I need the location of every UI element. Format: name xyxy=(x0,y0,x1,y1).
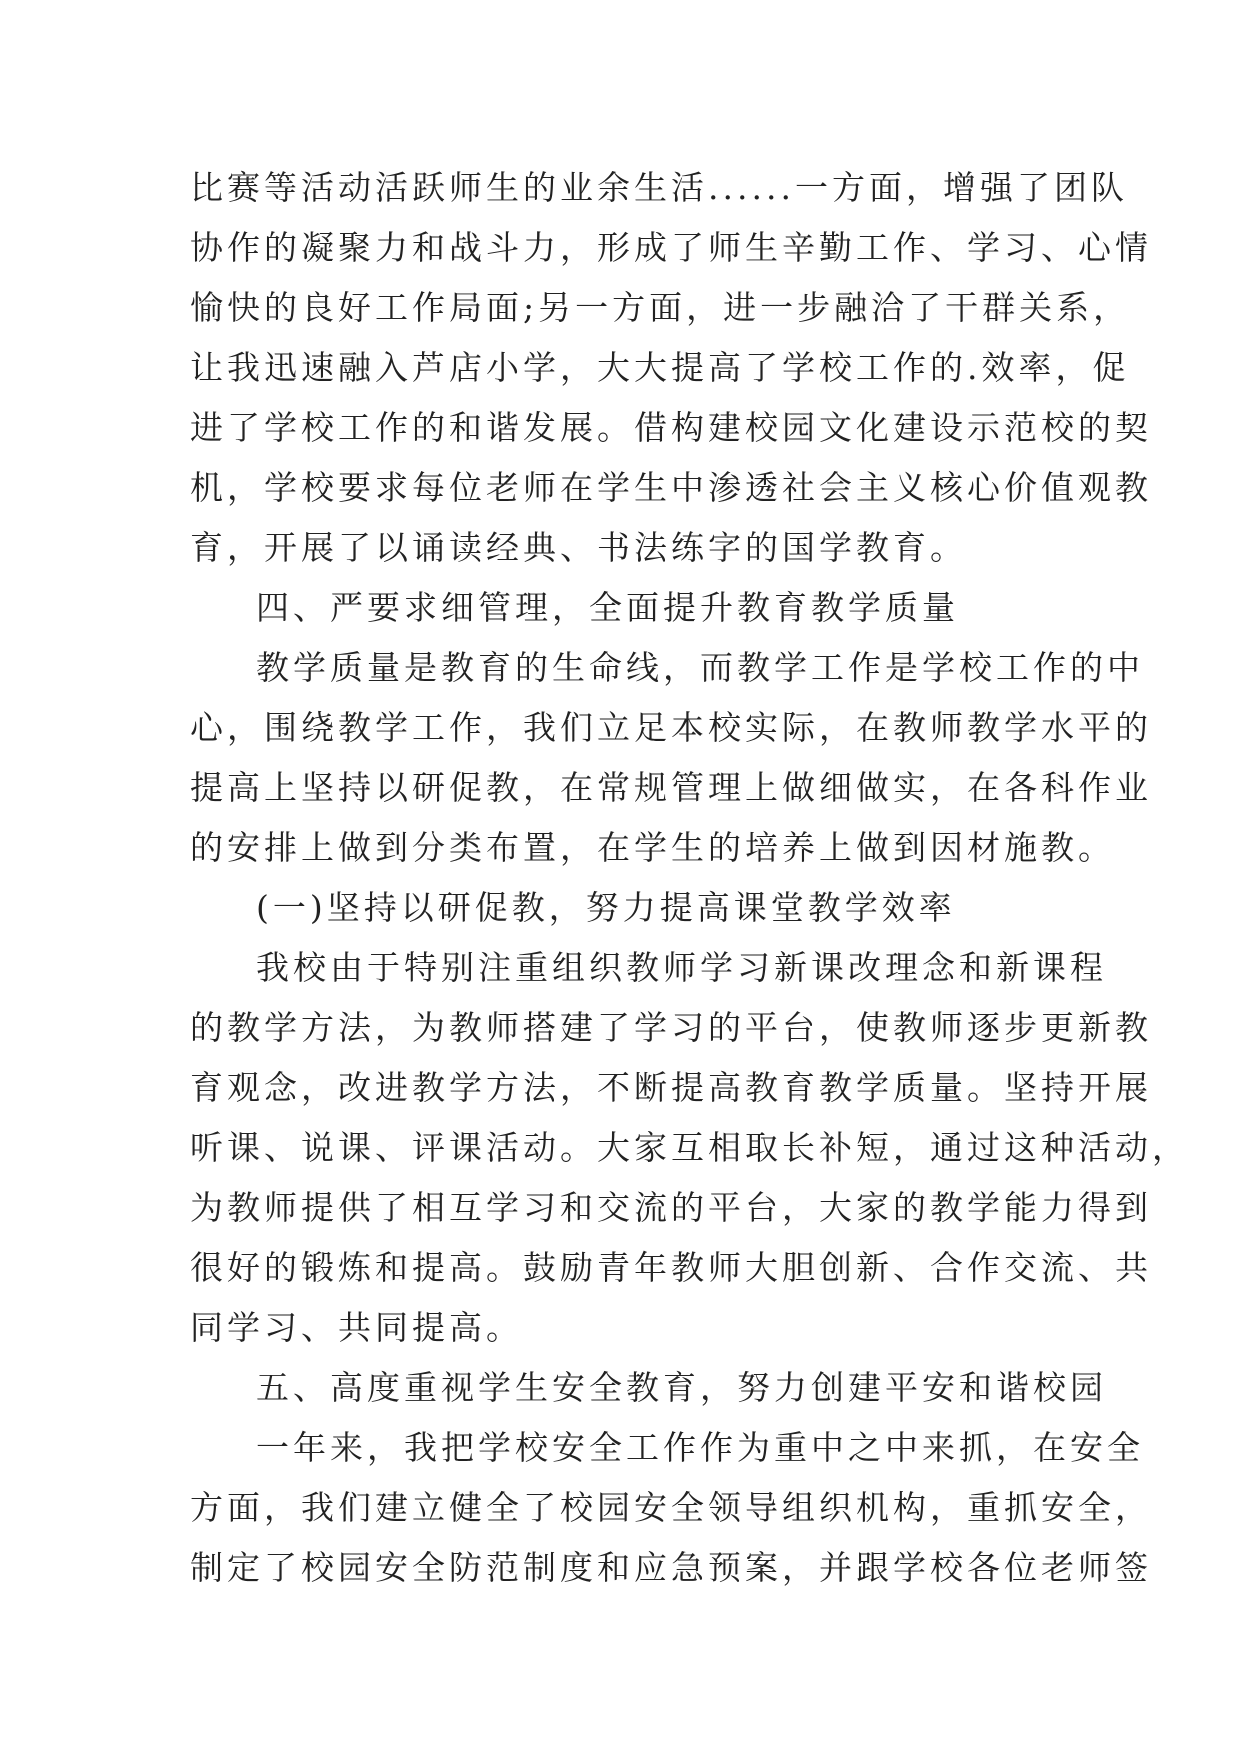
text-line: 我校由于特别注重组织教师学习新课改理念和新课程 xyxy=(256,948,1107,987)
text-line: 协作的凝聚力和战斗力，形成了师生辛勤工作、学习、心情 xyxy=(190,228,1152,267)
text-line: 育观念，改进教学方法，不断提高教育教学质量。坚持开展 xyxy=(190,1068,1152,1107)
text-line: 进了学校工作的和谐发展。借构建校园文化建设示范校的契 xyxy=(190,408,1152,447)
text-line: 五、高度重视学生安全教育，努力创建平安和谐校园 xyxy=(256,1368,1107,1407)
text-line: 为教师提供了相互学习和交流的平台，大家的教学能力得到 xyxy=(190,1188,1152,1227)
text-line: 方面，我们建立健全了校园安全领导组织机构，重抓安全， xyxy=(190,1488,1152,1527)
text-line: 四、严要求细管理，全面提升教育教学质量 xyxy=(256,588,959,627)
text-line: 很好的锻炼和提高。鼓励青年教师大胆创新、合作交流、共 xyxy=(190,1248,1152,1287)
text-line: 同学习、共同提高。 xyxy=(190,1308,523,1347)
text-line: 愉快的良好工作局面;另一方面，进一步融洽了干群关系， xyxy=(190,288,1131,327)
text-line: (一)坚持以研促教，努力提高课堂教学效率 xyxy=(256,888,956,927)
text-line: 一年来，我把学校安全工作作为重中之中来抓，在安全 xyxy=(256,1428,1144,1467)
document-body xyxy=(190,158,1189,1598)
text-line: 的安排上做到分类布置，在学生的培养上做到因材施教。 xyxy=(190,828,1115,867)
text-line: 教学质量是教育的生命线，而教学工作是学校工作的中 xyxy=(256,648,1144,687)
text-line: 的教学方法，为教师搭建了学习的平台，使教师逐步更新教 xyxy=(190,1008,1152,1047)
text-line: 比赛等活动活跃师生的业余生活......一方面，增强了团队 xyxy=(190,168,1128,207)
text-line: 提高上坚持以研促教，在常规管理上做细做实，在各科作业 xyxy=(190,768,1152,807)
text-line: 育，开展了以诵读经典、书法练字的国学教育。 xyxy=(190,528,967,567)
text-line: 听课、说课、评课活动。大家互相取长补短，通过这种活动， xyxy=(190,1128,1189,1167)
text-line: 机，学校要求每位老师在学生中渗透社会主义核心价值观教 xyxy=(190,468,1152,507)
text-line: 心，围绕教学工作，我们立足本校实际，在教师教学水平的 xyxy=(190,708,1152,747)
text-line: 让我迅速融入芦店小学，大大提高了学校工作的.效率，促 xyxy=(190,348,1130,387)
text-line: 制定了校园安全防范制度和应急预案，并跟学校各位老师签 xyxy=(190,1548,1152,1587)
